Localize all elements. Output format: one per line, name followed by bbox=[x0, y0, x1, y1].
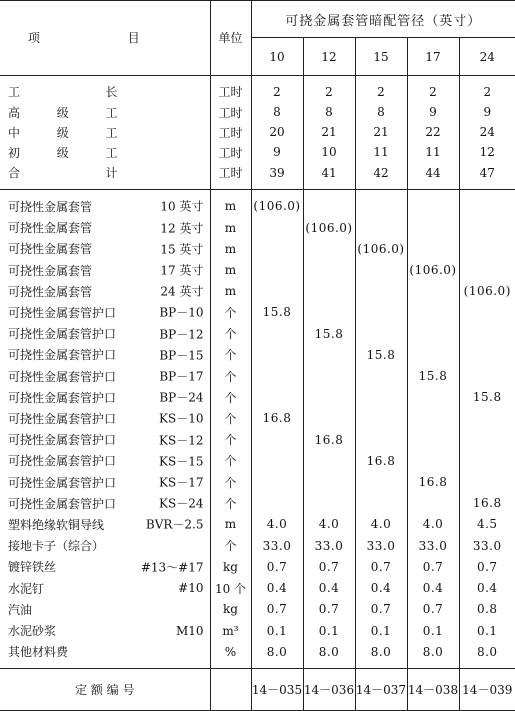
material-unit: m bbox=[210, 259, 251, 280]
material-name-cell bbox=[0, 196, 210, 217]
footer-unit-cell bbox=[210, 669, 251, 711]
labor-value: 9 bbox=[459, 102, 515, 122]
material-value bbox=[303, 365, 355, 386]
labor-name-char: 级 bbox=[56, 105, 69, 120]
material-row bbox=[0, 408, 515, 429]
material-value bbox=[459, 302, 515, 323]
material-value bbox=[407, 217, 459, 238]
labor-name-char: 工 bbox=[105, 105, 118, 120]
material-name-cell bbox=[0, 302, 210, 323]
material-value: 15.8 bbox=[251, 302, 303, 323]
material-value bbox=[303, 408, 355, 429]
labor-name-char: 合 bbox=[8, 166, 21, 181]
labor-name-char: 工 bbox=[8, 85, 21, 100]
material-name: 水泥钉 bbox=[8, 581, 45, 596]
material-name-cell bbox=[0, 281, 210, 302]
material-name-cell bbox=[0, 578, 210, 599]
material-value: 33.0 bbox=[303, 535, 355, 556]
material-value: (106.0) bbox=[303, 217, 355, 238]
labor-name bbox=[8, 164, 210, 181]
labor-value: 9 bbox=[251, 142, 303, 162]
material-value: 0.1 bbox=[303, 620, 355, 641]
material-name: 可挠性金属套管护口 bbox=[8, 369, 117, 384]
material-unit: m bbox=[210, 217, 251, 238]
material-value bbox=[303, 493, 355, 514]
material-spec: 17 英寸 bbox=[160, 263, 204, 278]
labor-name-cell bbox=[0, 122, 210, 142]
material-row bbox=[0, 344, 515, 365]
material-value bbox=[303, 302, 355, 323]
material-value bbox=[355, 365, 407, 386]
footer-row bbox=[0, 669, 515, 711]
labor-value: 42 bbox=[355, 163, 407, 183]
material-spec: BP－15 bbox=[159, 348, 204, 363]
labor-value: 22 bbox=[407, 122, 459, 142]
material-value bbox=[407, 281, 459, 302]
material-spec: KS－10 bbox=[159, 411, 204, 426]
material-spec: KS－15 bbox=[159, 454, 204, 469]
material-unit: 个 bbox=[210, 323, 251, 344]
material-value: 4.0 bbox=[407, 514, 459, 535]
labor-value: 2 bbox=[459, 82, 515, 102]
material-value: 0.7 bbox=[251, 556, 303, 577]
quota-number-label: 定 额 编 号 bbox=[0, 669, 210, 711]
labor-row bbox=[0, 142, 515, 162]
material-value: 8.0 bbox=[459, 641, 515, 662]
material-name-cell bbox=[0, 259, 210, 280]
material-value bbox=[251, 281, 303, 302]
labor-name bbox=[8, 104, 210, 121]
material-value: 0.7 bbox=[303, 556, 355, 577]
material-value bbox=[303, 450, 355, 471]
material-value: 33.0 bbox=[459, 535, 515, 556]
material-value: 0.4 bbox=[355, 578, 407, 599]
material-value: 0.7 bbox=[303, 599, 355, 620]
material-value: 0.4 bbox=[251, 578, 303, 599]
material-unit: 个 bbox=[210, 535, 251, 556]
material-row bbox=[0, 238, 515, 259]
material-value bbox=[459, 408, 515, 429]
material-value: 33.0 bbox=[251, 535, 303, 556]
material-value bbox=[407, 450, 459, 471]
material-value bbox=[251, 387, 303, 408]
material-spec: M10 bbox=[175, 623, 204, 638]
material-row bbox=[0, 217, 515, 238]
material-name: 可挠性金属套管 bbox=[8, 221, 93, 236]
material-row bbox=[0, 556, 515, 577]
material-value bbox=[251, 429, 303, 450]
header-unit: 单位 bbox=[210, 1, 251, 76]
material-name-cell bbox=[0, 450, 210, 471]
material-unit: 个 bbox=[210, 387, 251, 408]
labor-value: 47 bbox=[459, 163, 515, 183]
material-unit: m bbox=[210, 238, 251, 259]
material-value bbox=[355, 259, 407, 280]
material-value bbox=[355, 493, 407, 514]
material-name: 可挠性金属套管护口 bbox=[8, 305, 117, 320]
material-value: 8.0 bbox=[407, 641, 459, 662]
labor-value: 2 bbox=[303, 82, 355, 102]
material-name-cell bbox=[0, 217, 210, 238]
material-value bbox=[251, 493, 303, 514]
material-name: 可挠性金属套管护口 bbox=[8, 411, 117, 426]
material-value: 0.1 bbox=[459, 620, 515, 641]
labor-name-char: 高 bbox=[8, 105, 21, 120]
labor-value: 44 bbox=[407, 163, 459, 183]
material-value bbox=[303, 281, 355, 302]
material-value: 8.0 bbox=[355, 641, 407, 662]
material-unit: m bbox=[210, 196, 251, 217]
header-group-title: 可挠金属套管暗配管径（英寸） bbox=[251, 1, 515, 38]
labor-value: 2 bbox=[355, 82, 407, 102]
material-value: 16.8 bbox=[407, 471, 459, 492]
material-name: 镀锌铁丝 bbox=[8, 560, 57, 575]
material-value bbox=[251, 259, 303, 280]
material-spec: BVR－2.5 bbox=[145, 517, 204, 532]
material-name: 可挠性金属套管护口 bbox=[8, 475, 117, 490]
material-name: 可挠性金属套管护口 bbox=[8, 454, 117, 469]
quota-code: 14－039 bbox=[459, 669, 515, 711]
material-value: 4.0 bbox=[251, 514, 303, 535]
material-value bbox=[407, 408, 459, 429]
material-name-cell bbox=[0, 641, 210, 662]
material-value bbox=[303, 344, 355, 365]
material-name-cell bbox=[0, 556, 210, 577]
material-value: 0.1 bbox=[251, 620, 303, 641]
header-diameter: 10 bbox=[251, 38, 303, 75]
material-spec: 12 英寸 bbox=[160, 221, 204, 236]
quota-code: 14－037 bbox=[355, 669, 407, 711]
material-row bbox=[0, 493, 515, 514]
material-unit: 个 bbox=[210, 471, 251, 492]
labor-unit: 工时 bbox=[210, 122, 251, 142]
material-spec: KS－24 bbox=[159, 496, 204, 511]
labor-value: 8 bbox=[251, 102, 303, 122]
header-diameter: 15 bbox=[355, 38, 407, 75]
labor-name-cell bbox=[0, 142, 210, 162]
labor-value: 8 bbox=[303, 102, 355, 122]
material-spec: 24 英寸 bbox=[160, 284, 204, 299]
material-unit: m bbox=[210, 514, 251, 535]
quota-code: 14－038 bbox=[407, 669, 459, 711]
material-value: 0.7 bbox=[459, 556, 515, 577]
material-value bbox=[355, 387, 407, 408]
material-value bbox=[407, 387, 459, 408]
material-value bbox=[303, 196, 355, 217]
material-unit: 个 bbox=[210, 429, 251, 450]
material-name-cell bbox=[0, 429, 210, 450]
material-spec: BP－24 bbox=[159, 390, 204, 405]
material-unit: 10 个 bbox=[210, 578, 251, 599]
labor-name-char: 中 bbox=[8, 125, 21, 140]
material-value bbox=[459, 217, 515, 238]
material-value: 15.8 bbox=[303, 323, 355, 344]
material-value bbox=[251, 344, 303, 365]
header-diameter: 12 bbox=[303, 38, 355, 75]
material-spec: #10 bbox=[178, 581, 204, 596]
material-unit: 个 bbox=[210, 408, 251, 429]
labor-name-char: 工 bbox=[105, 125, 118, 140]
quota-code: 14－036 bbox=[303, 669, 355, 711]
material-spec: 10 英寸 bbox=[160, 199, 204, 214]
material-value: 4.0 bbox=[355, 514, 407, 535]
labor-unit: 工时 bbox=[210, 82, 251, 102]
material-value: 33.0 bbox=[407, 535, 459, 556]
material-value: 8.0 bbox=[303, 641, 355, 662]
labor-value: 21 bbox=[355, 122, 407, 142]
material-value: (106.0) bbox=[407, 259, 459, 280]
material-row bbox=[0, 323, 515, 344]
material-value: (106.0) bbox=[251, 196, 303, 217]
material-value bbox=[459, 471, 515, 492]
material-name-cell bbox=[0, 471, 210, 492]
material-value: 0.7 bbox=[355, 599, 407, 620]
labor-row bbox=[0, 122, 515, 142]
material-value bbox=[303, 259, 355, 280]
material-value bbox=[355, 429, 407, 450]
material-name: 可挠性金属套管护口 bbox=[8, 327, 117, 342]
material-value bbox=[355, 302, 407, 323]
material-value bbox=[407, 302, 459, 323]
material-unit: 个 bbox=[210, 302, 251, 323]
material-value bbox=[407, 493, 459, 514]
labor-value: 21 bbox=[303, 122, 355, 142]
labor-value: 24 bbox=[459, 122, 515, 142]
labor-unit: 工时 bbox=[210, 102, 251, 122]
material-value bbox=[355, 196, 407, 217]
material-value: 8.0 bbox=[251, 641, 303, 662]
labor-value: 8 bbox=[355, 102, 407, 122]
material-value bbox=[251, 450, 303, 471]
material-name: 可挠性金属套管 bbox=[8, 242, 93, 257]
material-value: (106.0) bbox=[355, 238, 407, 259]
material-value bbox=[303, 471, 355, 492]
material-name: 可挠性金属套管 bbox=[8, 263, 93, 278]
material-row bbox=[0, 259, 515, 280]
material-row bbox=[0, 196, 515, 217]
material-value: 0.1 bbox=[355, 620, 407, 641]
labor-value: 11 bbox=[355, 142, 407, 162]
material-value bbox=[251, 365, 303, 386]
material-name-cell bbox=[0, 365, 210, 386]
labor-value: 11 bbox=[407, 142, 459, 162]
material-name-cell bbox=[0, 408, 210, 429]
labor-name-char: 级 bbox=[56, 145, 69, 160]
material-unit: 个 bbox=[210, 450, 251, 471]
material-value: 15.8 bbox=[355, 344, 407, 365]
material-unit: 个 bbox=[210, 344, 251, 365]
labor-name-char: 工 bbox=[105, 145, 118, 160]
labor-row bbox=[0, 102, 515, 122]
material-name: 可挠性金属套管护口 bbox=[8, 390, 117, 405]
material-value: 0.7 bbox=[407, 556, 459, 577]
material-value bbox=[459, 344, 515, 365]
material-spec: KS－12 bbox=[159, 433, 204, 448]
labor-name bbox=[8, 144, 210, 161]
material-value bbox=[407, 344, 459, 365]
material-value bbox=[355, 281, 407, 302]
material-value: 16.8 bbox=[459, 493, 515, 514]
material-value bbox=[459, 196, 515, 217]
header-item-label: 项 目 bbox=[27, 31, 182, 46]
material-name: 可挠性金属套管 bbox=[8, 199, 93, 214]
labor-unit: 工时 bbox=[210, 142, 251, 162]
material-value bbox=[303, 238, 355, 259]
material-value: 0.1 bbox=[407, 620, 459, 641]
material-name-cell bbox=[0, 344, 210, 365]
material-value: 33.0 bbox=[355, 535, 407, 556]
labor-name-cell bbox=[0, 82, 210, 102]
header-diameter: 24 bbox=[459, 38, 515, 75]
material-name-cell bbox=[0, 387, 210, 408]
material-value bbox=[459, 323, 515, 344]
labor-value: 12 bbox=[459, 142, 515, 162]
material-row bbox=[0, 450, 515, 471]
material-value bbox=[407, 238, 459, 259]
material-value: 0.4 bbox=[303, 578, 355, 599]
labor-name-char: 长 bbox=[105, 85, 118, 100]
material-name-cell bbox=[0, 238, 210, 259]
material-name-cell bbox=[0, 535, 210, 556]
material-value bbox=[251, 238, 303, 259]
material-value: 4.5 bbox=[459, 514, 515, 535]
labor-value: 20 bbox=[251, 122, 303, 142]
material-row bbox=[0, 429, 515, 450]
material-name: 水泥砂浆 bbox=[8, 624, 57, 638]
material-row bbox=[0, 281, 515, 302]
material-name: 可挠性金属套管护口 bbox=[8, 348, 117, 363]
material-name: 接地卡子（综合） bbox=[8, 539, 105, 554]
material-value bbox=[251, 323, 303, 344]
material-value bbox=[251, 217, 303, 238]
material-value: 16.8 bbox=[355, 450, 407, 471]
material-spec: BP－17 bbox=[159, 369, 204, 384]
material-row bbox=[0, 578, 515, 599]
material-value bbox=[251, 471, 303, 492]
labor-name-char: 计 bbox=[105, 166, 118, 181]
material-row bbox=[0, 599, 515, 620]
header-item bbox=[0, 1, 210, 76]
material-spec: #13～#17 bbox=[140, 560, 204, 575]
material-value bbox=[355, 323, 407, 344]
material-row bbox=[0, 387, 515, 408]
labor-value: 2 bbox=[251, 82, 303, 102]
material-name: 汽油 bbox=[8, 602, 33, 617]
labor-name bbox=[8, 124, 210, 141]
material-spec: BP－10 bbox=[159, 305, 204, 320]
material-value bbox=[459, 259, 515, 280]
material-name-cell bbox=[0, 620, 210, 641]
material-name: 塑料绝缘软铜导线 bbox=[8, 517, 105, 532]
labor-value: 41 bbox=[303, 163, 355, 183]
material-value: 0.7 bbox=[407, 599, 459, 620]
material-value: 16.8 bbox=[303, 429, 355, 450]
material-unit: m³ bbox=[210, 620, 251, 641]
material-row bbox=[0, 471, 515, 492]
material-spec: KS－17 bbox=[159, 475, 204, 490]
material-unit: 个 bbox=[210, 493, 251, 514]
labor-name-char: 级 bbox=[56, 125, 69, 140]
material-unit: 个 bbox=[210, 365, 251, 386]
material-value: 4.0 bbox=[303, 514, 355, 535]
material-name-cell bbox=[0, 599, 210, 620]
material-name: 其他材料费 bbox=[8, 645, 69, 660]
material-row bbox=[0, 514, 515, 535]
material-unit: kg bbox=[210, 556, 251, 577]
material-value: 15.8 bbox=[407, 365, 459, 386]
labor-name-cell bbox=[0, 163, 210, 183]
material-row bbox=[0, 641, 515, 662]
material-value bbox=[355, 471, 407, 492]
material-value bbox=[459, 238, 515, 259]
material-name-cell bbox=[0, 493, 210, 514]
material-name-cell bbox=[0, 323, 210, 344]
material-value bbox=[303, 387, 355, 408]
material-value bbox=[407, 323, 459, 344]
material-name-cell bbox=[0, 514, 210, 535]
labor-value: 39 bbox=[251, 163, 303, 183]
labor-row bbox=[0, 163, 515, 183]
material-value: 0.4 bbox=[407, 578, 459, 599]
material-row bbox=[0, 620, 515, 641]
material-spec: 15 英寸 bbox=[160, 242, 204, 257]
material-value: (106.0) bbox=[459, 281, 515, 302]
material-name: 可挠性金属套管护口 bbox=[8, 433, 117, 448]
material-unit: kg bbox=[210, 599, 251, 620]
labor-value: 10 bbox=[303, 142, 355, 162]
material-value bbox=[355, 217, 407, 238]
material-value: 15.8 bbox=[459, 387, 515, 408]
material-row bbox=[0, 535, 515, 556]
material-value bbox=[459, 365, 515, 386]
material-value: 0.8 bbox=[459, 599, 515, 620]
material-name: 可挠性金属套管 bbox=[8, 284, 93, 299]
material-value bbox=[407, 196, 459, 217]
material-row bbox=[0, 302, 515, 323]
material-value: 0.7 bbox=[251, 599, 303, 620]
material-value bbox=[407, 429, 459, 450]
material-value bbox=[355, 408, 407, 429]
material-unit: m bbox=[210, 281, 251, 302]
labor-row bbox=[0, 82, 515, 102]
material-value bbox=[459, 429, 515, 450]
material-row bbox=[0, 365, 515, 386]
material-name: 可挠性金属套管护口 bbox=[8, 496, 117, 511]
labor-value: 9 bbox=[407, 102, 459, 122]
material-value: 0.4 bbox=[459, 578, 515, 599]
material-unit: % bbox=[210, 641, 251, 662]
material-value: 16.8 bbox=[251, 408, 303, 429]
material-spec: BP－12 bbox=[159, 327, 204, 342]
labor-value: 2 bbox=[407, 82, 459, 102]
labor-unit: 工时 bbox=[210, 163, 251, 183]
labor-name-cell bbox=[0, 102, 210, 122]
labor-name bbox=[8, 83, 210, 100]
material-value: 0.7 bbox=[355, 556, 407, 577]
quota-code: 14－035 bbox=[251, 669, 303, 711]
labor-name-char: 初 bbox=[8, 145, 21, 160]
header-diameter: 17 bbox=[407, 38, 459, 75]
material-value bbox=[459, 450, 515, 471]
